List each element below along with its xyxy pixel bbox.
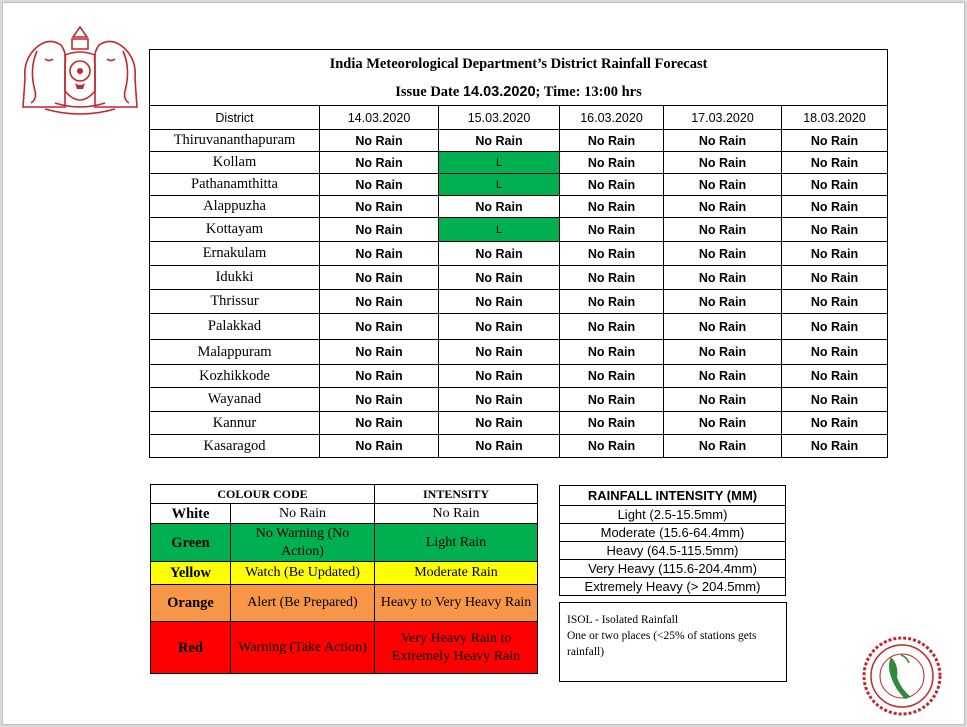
forecast-cell: L	[439, 174, 560, 196]
district-name: Ernakulam	[150, 242, 320, 266]
forecast-cell: No Rain	[439, 365, 560, 388]
forecast-cell: No Rain	[782, 152, 888, 174]
colour-intensity: Heavy to Very Heavy Rain	[375, 585, 538, 622]
table-row	[150, 218, 888, 242]
forecast-cell: No Rain	[664, 365, 782, 388]
table-row	[150, 290, 888, 314]
forecast-cell: No Rain	[439, 435, 560, 458]
colour-name: Red	[151, 622, 231, 674]
kerala-disaster-management-authority-icon	[861, 635, 943, 717]
forecast-cell: No Rain	[439, 196, 560, 218]
forecast-cell: No Rain	[782, 290, 888, 314]
forecast-cell: No Rain	[320, 290, 439, 314]
colour-code-row	[151, 622, 538, 674]
district-name: Kottayam	[150, 218, 320, 242]
forecast-cell: No Rain	[664, 266, 782, 290]
forecast-cell: No Rain	[782, 196, 888, 218]
table-row	[150, 412, 888, 435]
forecast-cell: No Rain	[320, 130, 439, 152]
forecast-cell: L	[439, 218, 560, 242]
forecast-cell: No Rain	[664, 314, 782, 340]
rainfall-intensity-header: RAINFALL INTENSITY (MM)	[560, 486, 786, 506]
forecast-cell: No Rain	[560, 218, 664, 242]
colour-meaning: No Warning (No Action)	[231, 524, 375, 562]
forecast-cell: No Rain	[320, 435, 439, 458]
colour-name: Orange	[151, 585, 231, 622]
forecast-cell: No Rain	[560, 314, 664, 340]
forecast-cell: L	[439, 152, 560, 174]
district-name: Idukki	[150, 266, 320, 290]
district-name: Kozhikkode	[150, 365, 320, 388]
district-name: Kannur	[150, 412, 320, 435]
rainfall-intensity-table	[559, 485, 786, 596]
forecast-cell: No Rain	[782, 388, 888, 412]
forecast-cell: No Rain	[560, 130, 664, 152]
forecast-cell: No Rain	[439, 290, 560, 314]
forecast-cell: No Rain	[782, 174, 888, 196]
district-name: Alappuzha	[150, 196, 320, 218]
colour-code-row	[151, 504, 538, 524]
table-row	[150, 314, 888, 340]
forecast-cell: No Rain	[320, 242, 439, 266]
forecast-cell: No Rain	[664, 174, 782, 196]
forecast-cell: No Rain	[664, 242, 782, 266]
forecast-cell: No Rain	[320, 314, 439, 340]
colour-name: Yellow	[151, 562, 231, 585]
intensity-row	[560, 578, 786, 596]
forecast-cell: No Rain	[320, 388, 439, 412]
header-cell: District	[150, 106, 320, 130]
forecast-cell: No Rain	[439, 388, 560, 412]
forecast-cell: No Rain	[560, 365, 664, 388]
colour-meaning: Warning (Take Action)	[231, 622, 375, 674]
forecast-cell: No Rain	[664, 435, 782, 458]
forecast-cell: No Rain	[664, 196, 782, 218]
forecast-cell: No Rain	[560, 412, 664, 435]
isol-line-2: One or two places (<25% of stations gets rainfall)	[567, 630, 757, 658]
table-row	[150, 152, 888, 174]
forecast-cell: No Rain	[782, 130, 888, 152]
isol-note	[559, 602, 787, 682]
forecast-cell: No Rain	[782, 218, 888, 242]
intensity-range: Extremely Heavy (> 204.5mm)	[560, 578, 786, 596]
table-row	[150, 388, 888, 412]
forecast-cell: No Rain	[320, 152, 439, 174]
forecast-cell: No Rain	[664, 412, 782, 435]
forecast-cell: No Rain	[560, 174, 664, 196]
district-name: Kasaragod	[150, 435, 320, 458]
forecast-cell: No Rain	[664, 218, 782, 242]
intensity-range: Very Heavy (115.6-204.4mm)	[560, 560, 786, 578]
forecast-cell: No Rain	[560, 266, 664, 290]
colour-code-header: COLOUR CODE	[151, 485, 375, 504]
table-row	[150, 242, 888, 266]
district-forecast-table	[149, 49, 888, 458]
forecast-title: India Meteorological Department’s District Rainfall Forecast	[150, 50, 888, 80]
colour-code-row	[151, 562, 538, 585]
district-name: Thrissur	[150, 290, 320, 314]
table-row	[150, 174, 888, 196]
forecast-cell: No Rain	[664, 152, 782, 174]
colour-intensity: Moderate Rain	[375, 562, 538, 585]
colour-code-row	[151, 524, 538, 562]
forecast-cell: No Rain	[560, 435, 664, 458]
issue-line	[150, 79, 888, 106]
district-name: Thiruvananthapuram	[150, 130, 320, 152]
district-name: Kollam	[150, 152, 320, 174]
forecast-cell: No Rain	[320, 365, 439, 388]
colour-code-row	[151, 585, 538, 622]
forecast-cell: No Rain	[320, 218, 439, 242]
intensity-range: Moderate (15.6-64.4mm)	[560, 524, 786, 542]
forecast-cell: No Rain	[439, 314, 560, 340]
colour-intensity: Light Rain	[375, 524, 538, 562]
header-cell: 16.03.2020	[560, 106, 664, 130]
forecast-cell: No Rain	[320, 174, 439, 196]
forecast-cell: No Rain	[439, 242, 560, 266]
table-row	[150, 365, 888, 388]
intensity-header: INTENSITY	[375, 485, 538, 504]
colour-code-table	[150, 484, 538, 674]
forecast-cell: No Rain	[782, 412, 888, 435]
colour-name: Green	[151, 524, 231, 562]
intensity-row	[560, 506, 786, 524]
intensity-range: Light (2.5-15.5mm)	[560, 506, 786, 524]
forecast-cell: No Rain	[664, 290, 782, 314]
table-row	[150, 340, 888, 365]
kerala-state-emblem-icon	[15, 19, 145, 119]
header-cell: 15.03.2020	[439, 106, 560, 130]
forecast-cell: No Rain	[782, 365, 888, 388]
forecast-cell: No Rain	[560, 242, 664, 266]
issue-time: ; Time: 13:00 hrs	[535, 83, 642, 100]
forecast-cell: No Rain	[560, 340, 664, 365]
forecast-cell: No Rain	[560, 388, 664, 412]
forecast-cell: No Rain	[664, 388, 782, 412]
table-row	[150, 196, 888, 218]
forecast-cell: No Rain	[664, 130, 782, 152]
forecast-cell: No Rain	[439, 412, 560, 435]
forecast-cell: No Rain	[664, 340, 782, 365]
district-name: Pathanamthitta	[150, 174, 320, 196]
forecast-cell: No Rain	[320, 196, 439, 218]
colour-meaning: Watch (Be Updated)	[231, 562, 375, 585]
district-name: Wayanad	[150, 388, 320, 412]
isol-line-1: ISOL - Isolated Rainfall	[567, 614, 679, 626]
issue-label: Issue Date	[395, 83, 460, 100]
intensity-row	[560, 524, 786, 542]
header-cell: 18.03.2020	[782, 106, 888, 130]
colour-meaning: Alert (Be Prepared)	[231, 585, 375, 622]
district-name: Malappuram	[150, 340, 320, 365]
forecast-cell: No Rain	[320, 340, 439, 365]
table-row	[150, 266, 888, 290]
issue-date: 14.03.2020	[462, 83, 536, 100]
header-cell: 14.03.2020	[320, 106, 439, 130]
forecast-cell: No Rain	[320, 266, 439, 290]
forecast-cell: No Rain	[782, 266, 888, 290]
forecast-cell: No Rain	[560, 196, 664, 218]
intensity-row	[560, 560, 786, 578]
colour-intensity: Very Heavy Rain to Extremely Heavy Rain	[375, 622, 538, 674]
table-row	[150, 130, 888, 152]
colour-name: White	[151, 504, 231, 524]
forecast-cell: No Rain	[439, 130, 560, 152]
forecast-cell: No Rain	[560, 152, 664, 174]
intensity-range: Heavy (64.5-115.5mm)	[560, 542, 786, 560]
forecast-cell: No Rain	[560, 290, 664, 314]
forecast-cell: No Rain	[439, 266, 560, 290]
forecast-cell: No Rain	[782, 242, 888, 266]
colour-intensity: No Rain	[375, 504, 538, 524]
forecast-cell: No Rain	[782, 435, 888, 458]
colour-meaning: No Rain	[231, 504, 375, 524]
header-cell: 17.03.2020	[664, 106, 782, 130]
forecast-slide	[2, 2, 965, 725]
forecast-cell: No Rain	[439, 340, 560, 365]
table-row	[150, 435, 888, 458]
forecast-cell: No Rain	[320, 412, 439, 435]
intensity-row	[560, 542, 786, 560]
forecast-cell: No Rain	[782, 340, 888, 365]
district-name: Palakkad	[150, 314, 320, 340]
forecast-cell: No Rain	[782, 314, 888, 340]
table-header-row	[150, 106, 888, 130]
